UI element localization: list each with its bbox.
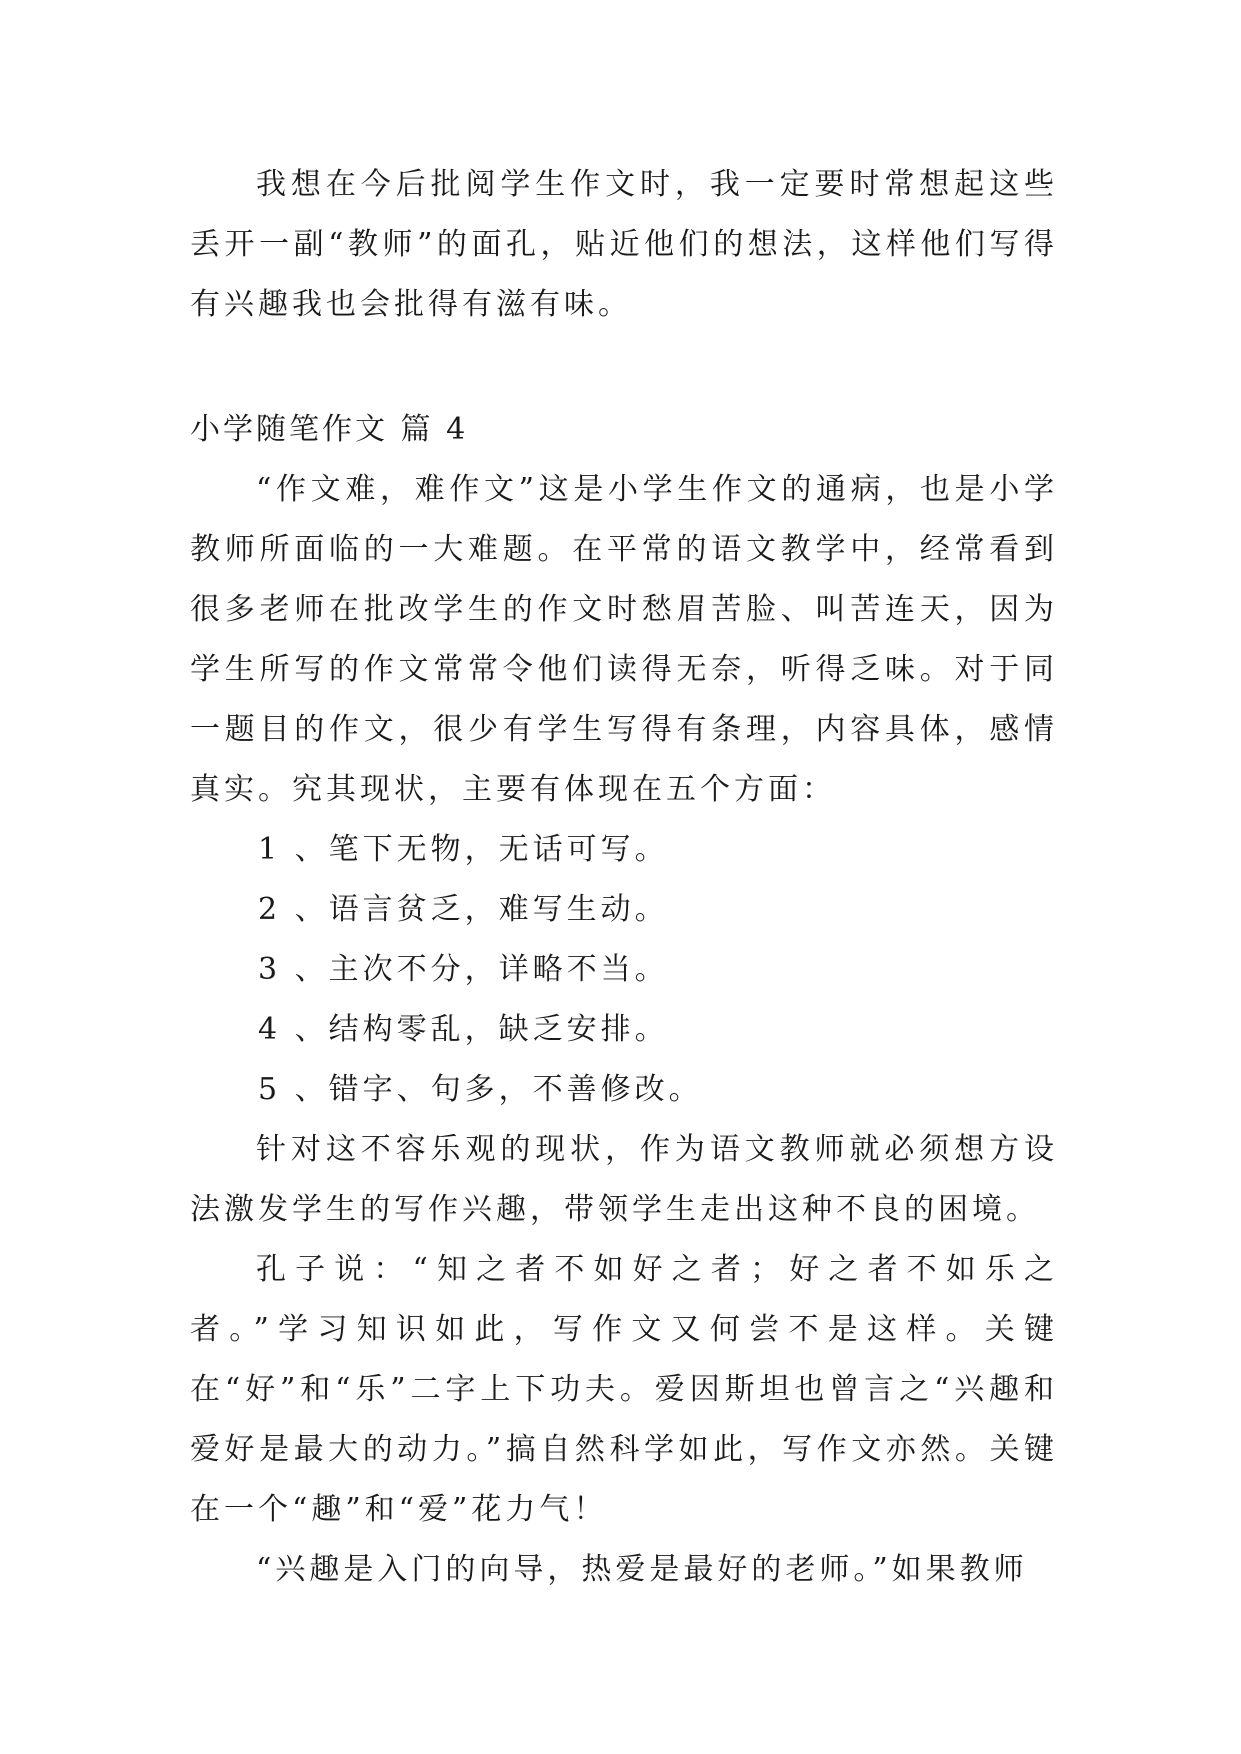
list-item: 3 、主次不分，详略不当。 bbox=[258, 952, 669, 987]
paragraph-4: “兴趣是入门的向导，热爱是最好的老师。”如果教师 bbox=[256, 1552, 1028, 1587]
list-item: 4 、结构零乱，缺乏安排。 bbox=[258, 1012, 669, 1047]
list-item: 5 、错字、句多，不善修改。 bbox=[258, 1072, 703, 1107]
document-page bbox=[190, 155, 1058, 1600]
list-item: 1 、笔下无物，无话可写。 bbox=[258, 832, 669, 867]
paragraph-2: 针对这不容乐观的现状，作为语文教师就必须想方设法激发学生的写作兴趣，带领学生走出这种不良的困境。 bbox=[190, 1132, 1058, 1227]
paragraph-3: 孔子说：“知之者不如好之者；好之者不如乐之者。”学习知识如此，写作文又何尝不是这样。关键在“好”和“乐”二字上下功夫。爱因斯坦也曾言之“兴趣和爱好是最大的动力。”搞自然科学如此，写作文亦然。关键在一个“趣”和“爱”花力气！ bbox=[190, 1252, 1058, 1527]
paragraph-intro: 我想在今后批阅学生作文时，我一定要时常想起这些丢开一副“教师”的面孔，贴近他们的想法，这样他们写得有兴趣我也会批得有滋有味。 bbox=[190, 167, 1058, 322]
paragraph-1: “作文难，难作文”这是小学生作文的通病，也是小学教师所面临的一大难题。在平常的语文教学中，经常看到很多老师在批改学生的作文时愁眉苦脸、叫苦连天，因为学生所写的作文常常令他们读得无奈，听得乏味。对于同一题目的作文，很少有学生写得有条理，内容具体，感情真实。究其现状，主要有体现在五个方面： bbox=[190, 472, 1058, 807]
section-heading: 小学随笔作文 篇 4 bbox=[190, 412, 469, 447]
list-item: 2 、语言贫乏，难写生动。 bbox=[258, 892, 669, 927]
